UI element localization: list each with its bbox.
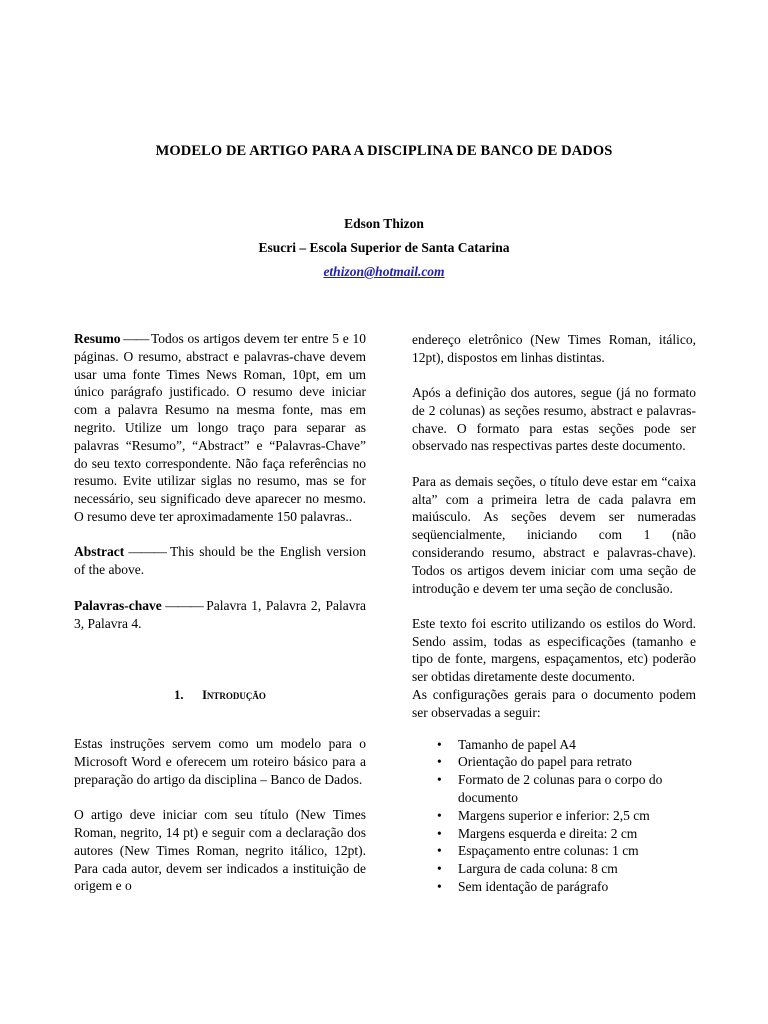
bullet-icon: • <box>437 843 442 859</box>
list-item: • Margens esquerda e direita: 2 cm <box>437 825 638 841</box>
section-title: Introdução <box>202 688 266 703</box>
intro-paragraph-1: Estas instruções servem como um modelo para o Microsoft Word e oferecem um roteiro básico para a preparação do artigo da disciplina – Banco de Dados. <box>74 736 366 787</box>
right-paragraph-5: As configurações gerais para o documento podem ser observadas a seguir: <box>412 687 696 720</box>
list-item: • Formato de 2 colunas para o corpo do documento <box>437 772 663 806</box>
resumo-label: Resumo <box>74 331 121 346</box>
resumo-dash: —— <box>120 331 151 346</box>
list-item: • Espaçamento entre colunas: 1 cm <box>437 843 639 859</box>
section-heading-introducao <box>74 687 366 705</box>
right-paragraph-2: Após a definição dos autores, segue (já no formato de 2 colunas) as seções resumo, abstract e palavras-chave. O formato para estas seções pode ser observado nas respectivas partes deste documento. <box>412 385 696 454</box>
bullet-icon: • <box>437 807 442 823</box>
right-paragraph-1: endereço eletrônico (New Times Roman, itálico, 12pt), dispostos em linhas distintas. <box>412 332 696 365</box>
author-name: Edson Thizon <box>344 216 424 231</box>
left-column <box>74 330 366 913</box>
list-item: • Sem identação de parágrafo <box>437 879 609 895</box>
keywords-dash: ——— <box>161 597 207 613</box>
right-column <box>412 331 696 896</box>
paper-title: MODELO DE ARTIGO PARA A DISCIPLINA DE BANCO DE DADOS <box>155 143 613 159</box>
author-email[interactable]: ethizon@hotmail.com <box>323 264 445 279</box>
list-item: • Margens superior e inferior: 2,5 cm <box>437 807 650 823</box>
list-item: • Largura de cada coluna: 8 cm <box>437 861 618 877</box>
bullet-icon: • <box>437 825 442 841</box>
resumo-paragraph <box>74 330 366 526</box>
bullet-icon: • <box>437 879 442 895</box>
keywords-label: Palavras-chave <box>74 597 162 613</box>
intro-paragraph-2: O artigo deve iniciar com seu título (New Times Roman, negrito, 14 pt) e seguir com a declaração dos autores (New Times Roman, negrito itálico, 12pt). Para cada autor, devem ser indicados a instituição de origem e o <box>74 807 366 894</box>
author-email-link[interactable] <box>0 264 768 280</box>
list-item: • Tamanho de papel A4 <box>437 736 576 752</box>
right-paragraph-3: Para as demais seções, o título deve estar em “caixa alta” com a primeira letra de cada palavra em maiúsculo. As seções devem ser numeradas seqüencialmente, iniciando com 1 (não considerando resumo, abstract e palavras-chave). Todos os artigos devem iniciar com uma seção de introdução e devem ter uma seção de conclusão. <box>412 473 696 596</box>
bullet-icon: • <box>437 736 442 752</box>
list-item: • Orientação do papel para retrato <box>437 754 632 770</box>
abstract-paragraph <box>74 543 366 579</box>
keywords-paragraph <box>74 597 366 633</box>
config-list <box>412 736 696 896</box>
right-paragraph-4: Este texto foi escrito utilizando os estilos do Word. Sendo assim, todas as especificações (tamanho e tipo de fonte, margens, espaçamentos, etc) poderão ser obtidas diretamente deste documento. <box>412 615 696 685</box>
bullet-icon: • <box>437 772 442 788</box>
abstract-dash: ——— <box>124 544 171 560</box>
resumo-text: Todos os artigos devem ter entre 5 e 10 páginas. O resumo, abstract e palavras-chave devem usar uma fonte Times News Roman, 10pt, em um único parágrafo justificado. O resumo deve iniciar com a palavra Resumo na mesma fonte, mas em negrito. Utilize um longo traço para separar as palavras “Resumo”, “Abstract” e “Palavras-Chave” do seu texto correspondente. Não faça referências no resumo. Evite utilizar siglas no resumo, mas se for necessário, seu significado deve aparecer no mesmo. O resumo deve ter aproximadamente 150 palavras.. <box>74 331 366 524</box>
abstract-label: Abstract <box>74 544 125 560</box>
section-number: 1. <box>174 688 184 703</box>
author-institution: Esucri – Escola Superior de Santa Catarina <box>258 240 510 255</box>
bullet-icon: • <box>437 754 442 770</box>
keywords-text: Palavra 1, Palavra 2, Palavra 3, Palavra 4. <box>74 597 366 631</box>
abstract-text: This should be the English version of the above. <box>74 544 367 578</box>
bullet-icon: • <box>437 861 442 877</box>
